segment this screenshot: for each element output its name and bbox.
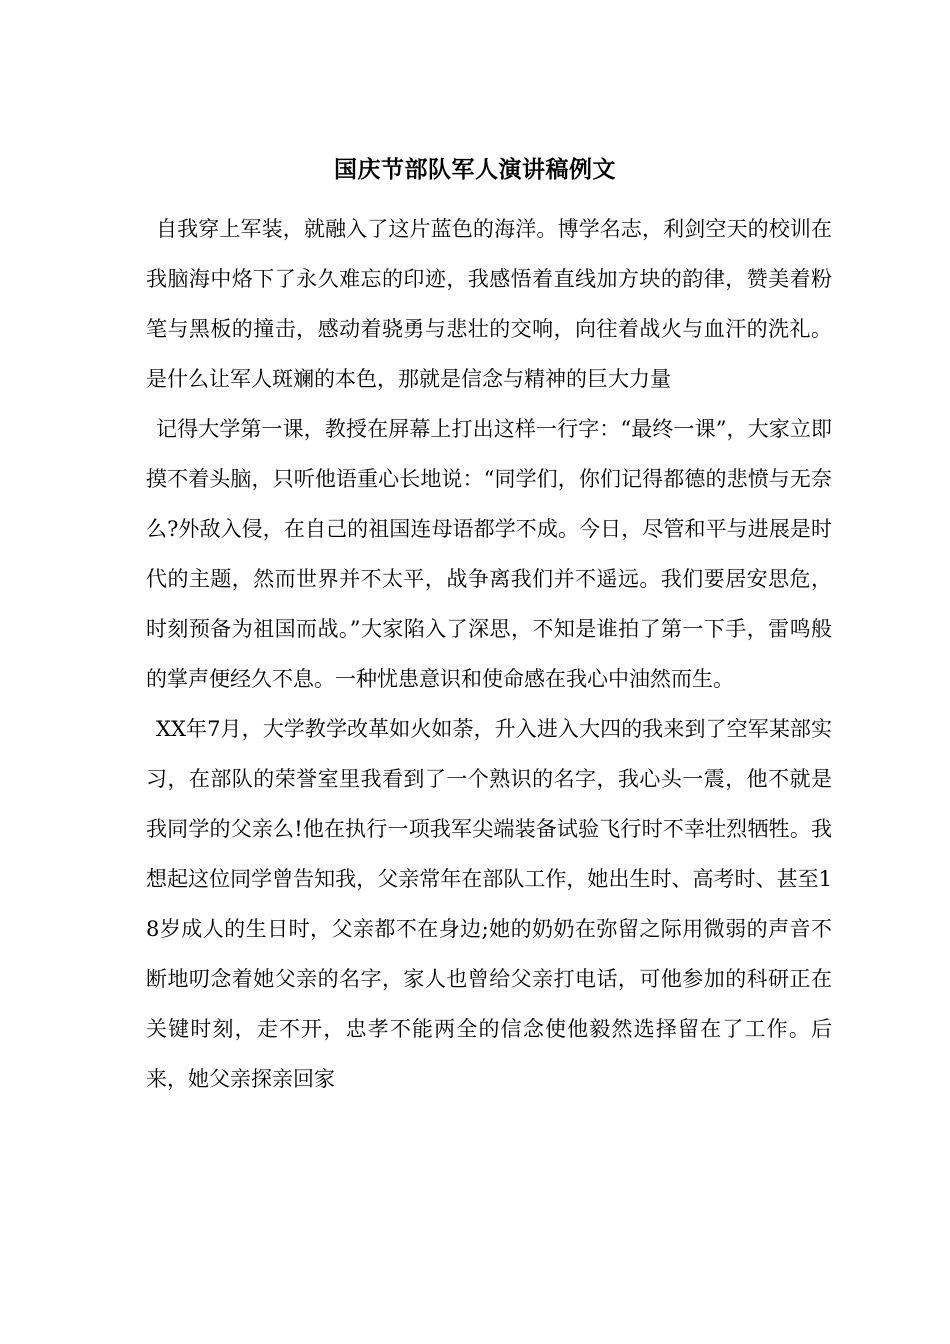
paragraph-3: XX年7月，大学教学改革如火如荼，升入进入大四的我来到了空军某部实习，在部队的荣誉室里我看到了一个熟识的名字，我心头一震，他不就是我同学的父亲么!他在执行一项我军尖端装备试验飞行时不幸壮烈牺牲。我想起这位同学曾告知我，父亲常年在部队工作，她出生时、高考时、甚至18岁成人的生日时，父亲都不在身边;她的奶奶在弥留之际用微弱的声音不断地叨念着她父亲的名字，家人也曾给父亲打电话，可他参加的科研正在关键时刻，走不开，忠孝不能两全的信念使他毅然选择留在了工作。后来，她父亲探亲回家: [146, 717, 832, 1091]
document-title: 国庆节部队军人演讲稿例文: [334, 156, 616, 183]
document-body: [146, 204, 832, 1104]
paragraph-1: 自我穿上军装，就融入了这片蓝色的海洋。博学名志，利剑空天的校训在我脑海中烙下了永久难忘的印迹，我感悟着直线加方块的韵律，赞美着粉笔与黑板的撞击，感动着骁勇与悲壮的交响，向往着战火与血汗的洗礼。是什么让军人斑斓的本色，那就是信念与精神的巨大力量: [146, 217, 832, 391]
paragraph-2: 记得大学第一课，教授在屏幕上打出这样一行字：“最终一课”，大家立即摸不着头脑，只听他语重心长地说：“同学们，你们记得都德的悲愤与无奈么?外敌入侵，在自己的祖国连母语都学不成。今日，尽管和平与进展是时代的主题，然而世界并不太平，战争离我们并不遥远。我们要居安思危，时刻预备为祖国而战。”大家陷入了深思，不知是谁拍了第一下手，雷鸣般的掌声便经久不息。一种忧患意识和使命感在我心中油然而生。: [146, 417, 832, 691]
